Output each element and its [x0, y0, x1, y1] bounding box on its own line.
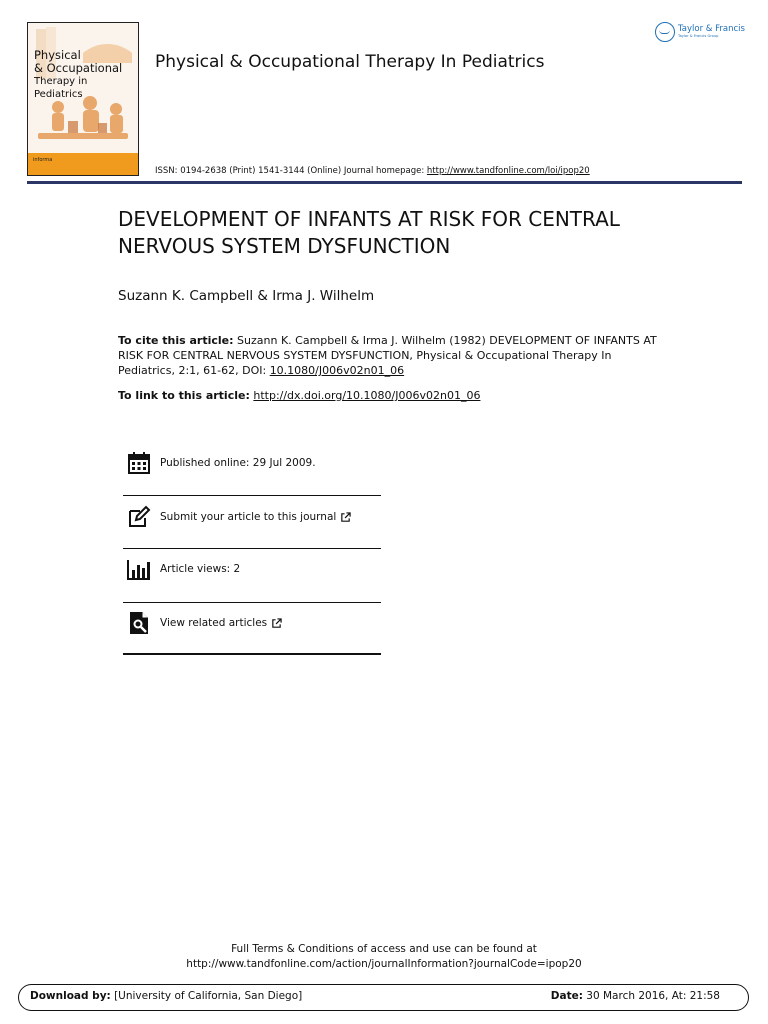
citation-block	[118, 333, 658, 378]
article-doi-link[interactable]: http://dx.doi.org/10.1080/J006v02n01_06	[253, 389, 481, 402]
cover-title-line: & Occupational	[34, 61, 123, 75]
cover-title	[34, 49, 138, 101]
article-title-line: DEVELOPMENT OF INFANTS AT RISK FOR CENTRAL	[118, 207, 620, 231]
issn-line	[155, 166, 590, 176]
divider	[123, 548, 381, 549]
journal-homepage-link[interactable]: http://www.tandfonline.com/loi/ipop20	[426, 166, 590, 176]
issn-text: ISSN: 0194-2638 (Print) 1541-3144 (Online) Journal homepage:	[155, 166, 425, 176]
divider	[123, 653, 381, 655]
calendar-icon	[127, 451, 151, 475]
submit-article-link[interactable]: Submit your article to this journal	[160, 511, 337, 523]
citation-label: To cite this article:	[118, 334, 234, 347]
citation-doi-link[interactable]: 10.1080/J006v02n01_06	[269, 364, 405, 377]
article-views-text: Article views: 2	[160, 563, 241, 575]
submit-article-row[interactable]	[123, 505, 381, 529]
publisher-group: Taylor & Francis Group	[678, 34, 719, 38]
published-online-row	[123, 451, 381, 475]
cover-publisher-label: informa	[33, 157, 53, 163]
publisher-name: Taylor & Francis	[678, 24, 745, 34]
article-title	[118, 206, 678, 260]
cover-title-line: Physical	[34, 48, 81, 62]
cover-publisher-band	[28, 153, 138, 175]
divider	[123, 495, 381, 496]
cover-title-line: Therapy in Pediatrics	[34, 76, 88, 100]
published-online-text: Published online: 29 Jul 2009.	[160, 457, 316, 469]
terms-text: Full Terms & Conditions of access and use can be found at	[231, 943, 537, 955]
download-footer	[18, 984, 749, 1011]
article-title-line: NERVOUS SYSTEM DYSFUNCTION	[118, 234, 451, 258]
journal-cover-image	[27, 22, 139, 176]
related-articles-row[interactable]	[123, 611, 381, 635]
edit-icon	[127, 505, 151, 529]
download-by-label: Download by:	[30, 990, 111, 1002]
related-articles-link[interactable]: View related articles	[160, 617, 268, 629]
article-link-line	[118, 389, 480, 402]
taylor-francis-icon	[655, 22, 675, 42]
article-views-row	[123, 557, 381, 581]
download-by	[30, 990, 302, 1002]
download-date-value: 30 March 2016, At: 21:58	[586, 990, 720, 1002]
download-by-value: [University of California, San Diego]	[114, 990, 303, 1002]
divider	[123, 602, 381, 603]
publisher-logo[interactable]	[655, 22, 745, 42]
search-document-icon	[127, 611, 151, 635]
bar-chart-icon	[127, 557, 151, 581]
terms-notice	[0, 942, 768, 972]
external-link-icon	[271, 618, 282, 629]
download-date	[551, 990, 720, 1002]
citation-text: Suzann K. Campbell & Irma J. Wilhelm (1982) DEVELOPMENT OF INFANTS AT RISK FOR CENTRAL NERVOUS SYSTEM DYSFUNCTION, Physical & Occupational Therapy In Pediatrics, 2:1, 61-62, DOI:	[118, 334, 657, 377]
journal-title: Physical & Occupational Therapy In Pediatrics	[155, 52, 545, 72]
article-authors: Suzann K. Campbell & Irma J. Wilhelm	[118, 288, 375, 304]
article-link-label: To link to this article:	[118, 389, 250, 402]
external-link-icon	[340, 512, 351, 523]
header-rule	[27, 181, 742, 184]
download-date-label: Date:	[550, 990, 583, 1002]
terms-link[interactable]: http://www.tandfonline.com/action/journalInformation?journalCode=ipop20	[186, 958, 582, 970]
